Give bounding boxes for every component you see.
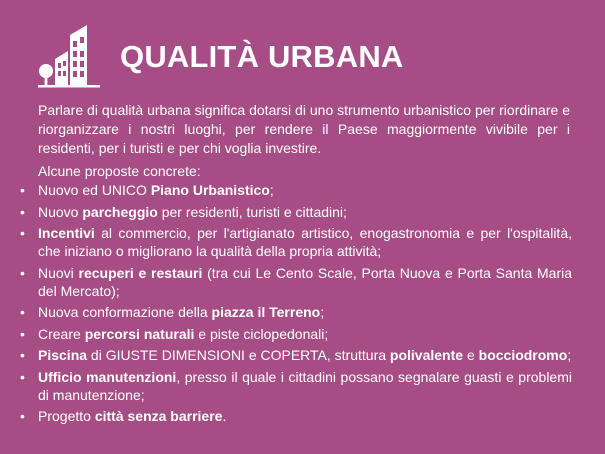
list-item: • Nuovi recuperi e restauri (tra cui Le Cento Scale, Porta Nuova e Porta Santa Maria del Mercato);: [20, 264, 572, 300]
header: [36, 22, 404, 90]
list-item: • Progetto città senza barriere.: [20, 407, 572, 425]
proposals-lead: Alcune proposte concrete:: [38, 163, 201, 179]
list-item: • Nuova conformazione della piazza il Terreno;: [20, 303, 572, 321]
list-item: • Creare percorsi naturali e piste ciclopedonali;: [20, 325, 572, 343]
list-item: • Ufficio manutenzioni, presso il quale i cittadini possano segnalare guasti e problemi di manutenzione;: [20, 368, 572, 404]
page-title: QUALITÀ URBANA: [120, 39, 404, 74]
list-item: • Piscina di GIUSTE DIMENSIONI e COPERTA, struttura polivalente e bocciodromo;: [20, 346, 572, 364]
intro-paragraph: Parlare di qualità urbana significa dotarsi di uno strumento urbanistico per riordinare e riorganizzare i nostri luoghi, per rendere il Paese maggiormente vivibile per i residenti, per i turisti e per chi voglia investire.: [38, 102, 570, 156]
proposals-list: [20, 181, 572, 429]
city-buildings-icon: [36, 23, 102, 89]
list-item: • Nuovo parcheggio per residenti, turisti e cittadini;: [20, 203, 572, 221]
list-item: • Incentivi al commercio, per l'artigianato artistico, enogastronomia e per l'ospitalità, che iniziano o migliorano la qualità della propria attività;: [20, 224, 572, 260]
list-item: • Nuovo ed UNICO Piano Urbanistico;: [20, 181, 572, 199]
